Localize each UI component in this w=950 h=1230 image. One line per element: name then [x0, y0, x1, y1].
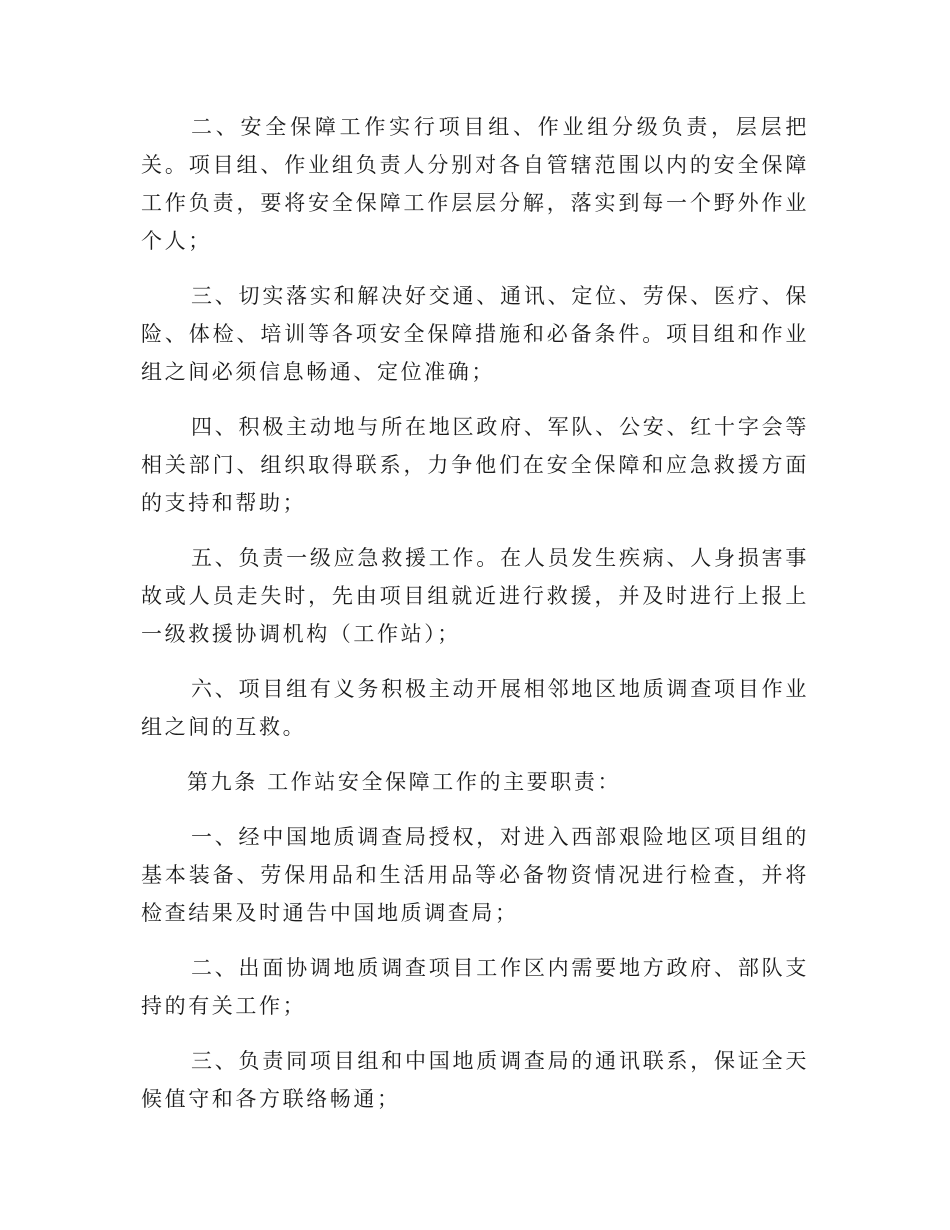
- article-9-heading: 第九条 工作站安全保障工作的主要职责：: [187, 770, 622, 794]
- paragraph-item-3: 三、切实落实和解决好交通、通讯、定位、劳保、医疗、保险、体检、培训等各项安全保障措施和必备条件。项目组和作业组之间必须信息畅通、定位准确；: [141, 284, 809, 384]
- article-9-item-3: 三、负责同项目组和中国地质调查局的通讯联系，保证全天候值守和各方联络畅通；: [141, 1049, 809, 1111]
- paragraph-item-4: 四、积极主动地与所在地区政府、军队、公安、红十字会等相关部门、组织取得联系，力争他们在安全保障和应急救援方面的支持和帮助；: [141, 415, 809, 515]
- paragraph-item-5: 五、负责一级应急救援工作。在人员发生疾病、人身损害事故或人员走失时，先由项目组就近进行救援，并及时进行上报上一级救援协调机构（工作站）；: [141, 546, 809, 646]
- article-9-item-2: 二、出面协调地质调查项目工作区内需要地方政府、部队支持的有关工作；: [141, 956, 809, 1018]
- paragraph-item-2: 二、安全保障工作实行项目组、作业组分级负责，层层把关。项目组、作业组负责人分别对各自管辖范围以内的安全保障工作负责，要将安全保障工作层层分解，落实到每一个野外作业个人；: [141, 115, 809, 253]
- document-body: [141, 108, 809, 1118]
- paragraph-item-6: 六、项目组有义务积极主动开展相邻地区地质调查项目作业组之间的互救。: [141, 677, 809, 739]
- article-9-item-1: 一、经中国地质调查局授权，对进入西部艰险地区项目组的基本装备、劳保用品和生活用品等必备物资情况进行检查，并将检查结果及时通告中国地质调查局；: [141, 825, 809, 925]
